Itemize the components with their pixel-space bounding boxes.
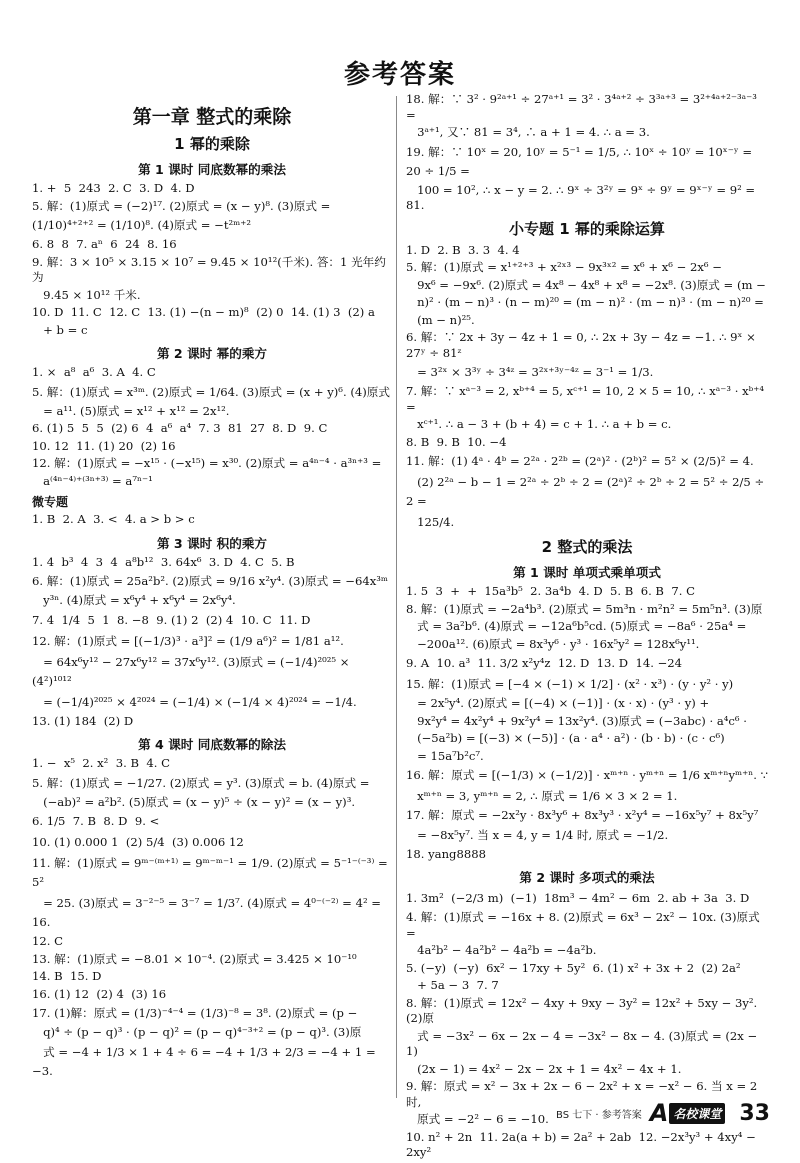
answer-line: 1. 4 b³ 4 3 4 a⁸b¹² 3. 64x⁶ 3. D 4. C 5. B: [32, 554, 295, 569]
answer-line: 8. 解：(1)原式 = 12x² − 4xy + 9xy − 3y² = 12x² + 5xy − 3y². (2)原: [406, 995, 761, 1025]
answer-line: = 64x⁶y¹² − 27x⁶y¹² = 37x⁶y¹². (3)原式 = (−1/4)²⁰²⁵ × (4²)¹⁰¹²: [32, 654, 354, 688]
lesson-heading: 第 1 课时 同底数幂的乘法: [138, 162, 286, 177]
answer-line: 1. D 2. B 3. 3 4. 4: [406, 242, 520, 257]
answer-line: 5. 解：(1)原式 = −1/27. (2)原式 = y³. (3)原式 = b. (4)原式 =: [32, 775, 370, 790]
answer-line: = 3²ˣ × 3³ʸ ÷ 3⁴ᶻ = 3²ˣ⁺³ʸ⁻⁴ᶻ = 3⁻¹ = 1/3.: [406, 365, 654, 379]
answer-line: 7. 解：∵ xᵃ⁻³ = 2, xᵇ⁺⁴ = 5, xᶜ⁺¹ = 10, 2 × 5 = 10, ∴ xᵃ⁻³ · xᵇ⁺⁴ =: [406, 384, 768, 414]
answer-line: 原式 = −2² − 6 = −10.: [406, 1112, 549, 1126]
answer-line: 18. yang8888: [406, 846, 486, 861]
answer-line: (2x − 1) = 4x² − 2x − 2x + 1 = 4x² − 4x + 1.: [406, 1061, 682, 1076]
answer-line: + 5a − 3 7. 7: [406, 978, 499, 992]
answer-line: 5. 解：(1)原式 = x¹⁺²⁺³ + x²ˣ³ − 9x³ˣ² = x⁶ + x⁶ − 2x⁶ −: [406, 260, 722, 274]
answer-line: (2) 2²ᵃ − b − 1 = 2²ᵃ ÷ 2ᵇ ÷ 2 = (2ᵃ)² ÷ 2ᵇ ÷ 2 = 5² ÷ 2/5 ÷ 2 =: [406, 475, 768, 508]
answer-line: 6. 解：(1)原式 = 25a²b². (2)原式 = 9/16 x²y⁴. (3)原式 = −64x³ᵐ: [32, 574, 389, 588]
answer-line: 10. D 11. C 12. C 13. (1) −(n − m)⁸ (2) 0 14. (1) 3 (2) a: [32, 305, 375, 319]
answer-line: = 15a⁷b²c⁷.: [406, 748, 484, 763]
lesson-heading: 第 3 课时 积的乘方: [156, 535, 268, 551]
answer-line: 10. n² + 2n 11. 2a(a + b) = 2a² + 2ab 12. −2x³y³ + 4xy⁴ − 2xy²: [406, 1129, 760, 1159]
answer-line: 1. + 5 243 2. C 3. D 4. D: [32, 181, 195, 195]
answer-line: 12. 解：(1)原式 = −x¹⁵ · (−x¹⁵) = x³⁰. (2)原式 = a⁴ⁿ⁻⁴ · a³ⁿ⁺³ =: [32, 456, 382, 470]
section-heading: 2 整式的乘法: [541, 538, 633, 556]
page-number: 33: [739, 1100, 770, 1126]
answer-line: 1. × a⁸ a⁶ 3. A 4. C: [32, 365, 156, 379]
answer-line: (−ab)² = a²b². (5)原式 = (x − y)⁵ ÷ (x − y)² = (x − y)³.: [32, 794, 356, 809]
answer-line: 8. 解：(1)原式 = −2a⁴b³. (2)原式 = 5m³n · m²n² = 5m⁵n³. (3)原: [406, 601, 763, 616]
answer-line: 1. 5 3 + + 15a³b⁵ 2. 3a⁴b 4. D 5. B 6. B 7. C: [406, 584, 695, 598]
left-column: [32, 92, 392, 1083]
answer-line: 式 = −3x² − 6x − 2x − 4 = −3x² − 8x − 4. (3)原式 = (2x − 1): [406, 1028, 761, 1058]
answer-line: 12. 解：(1)原式 = [(−1/3)³ · a³]² = (1/9 a⁶)² = 1/81 a¹².: [32, 633, 344, 648]
answer-line: 9.45 × 10¹² 千米.: [32, 287, 141, 302]
answer-line: 17. (1)解：原式 = (1/3)⁻⁴⁻⁴ = (1/3)⁻⁸ = 3⁸. (2)原式 = (p −: [32, 1006, 358, 1020]
answer-line: 5. 解：(1)原式 = x³ᵐ. (2)原式 = 1/64. (3)原式 = (x + y)⁶. (4)原式: [32, 384, 390, 399]
answer-line: = (−1/4)²⁰²⁵ × 4²⁰²⁴ = (−1/4) × (−1/4 × 4)²⁰²⁴ = −1/4.: [32, 694, 357, 709]
answer-line: 4a²b² − 4a²b² − 4a²b = −4a²b.: [406, 943, 597, 957]
logo-letter: A: [649, 1099, 669, 1127]
answer-line: −200a¹². (6)原式 = 8x³y⁶ · y³ · 16x⁵y² = 128x⁶y¹¹.: [406, 636, 700, 651]
answer-line: 11. 解：(1)原式 = 9ᵐ⁻⁽ᵐ⁺¹⁾ = 9ᵐ⁻ᵐ⁻¹ = 1/9. (2)原式 = 5⁻¹⁻⁽⁻³⁾ = 5²: [32, 856, 392, 889]
chapter-heading: 第一章 整式的乘除: [132, 106, 292, 128]
answer-line: 6. (1) 5 5 5 (2) 6 4 a⁶ a⁴ 7. 3 81 27 8. D 9. C: [32, 421, 328, 435]
answer-line: 5. 解：(1)原式 = (−2)¹⁷. (2)原式 = (x − y)⁸. (3)原式 =: [32, 198, 331, 213]
lesson-heading: 第 2 课时 多项式的乘法: [519, 870, 655, 885]
answer-line: 6. 8 8 7. aⁿ 6 24 8. 16: [32, 237, 177, 251]
footer-book-label: BS 七下 · 参考答案: [556, 1109, 642, 1121]
lesson-heading: 第 2 课时 幂的乘方: [156, 346, 268, 361]
answer-line: 6. 解：∵ 2x + 3y − 4z + 1 = 0, ∴ 2x + 3y − 4z = −1. ∴ 9ˣ × 27ʸ ÷ 81ᶻ: [406, 330, 760, 360]
mini-topic-heading: 微专题: [32, 495, 69, 509]
logo-text: 名校课堂: [669, 1103, 725, 1124]
answer-line: 1. 3m² (−2/3 m) (−1) 18m³ − 4m² − 6m 2. ab + 3a 3. D: [406, 891, 750, 905]
answer-line: 15. 解：(1)原式 = [−4 × (−1) × 1/2] · (x² · x³) · (y · y² · y): [406, 677, 734, 691]
section-heading: 小专题 1 幂的乘除运算: [509, 219, 665, 238]
answer-line: 3ᵃ⁺¹, 又∵ 81 = 3⁴, ∴ a + 1 = 4. ∴ a = 3.: [406, 125, 650, 139]
answer-line: 10. 12 11. (1) 20 (2) 16: [32, 438, 176, 453]
answer-line: + b = c: [32, 322, 88, 337]
answer-line: 1. B 2. A 3. < 4. a > b > c: [32, 512, 195, 526]
page-title: 参考答案: [343, 60, 456, 90]
answer-line: (−5a²b) = [(−3) × (−5)] · (a · a⁴ · a²) · (b · b) · (c · c⁶): [406, 731, 725, 745]
answer-line: xᵐ⁺ⁿ = 3, yᵐ⁺ⁿ = 2, ∴ 原式 = 1/6 × 3 × 2 = 1.: [406, 789, 678, 803]
answer-line: 16. (1) 12 (2) 4 (3) 16: [32, 986, 167, 1001]
answer-line: 4. 解：(1)原式 = −16x + 8. (2)原式 = 6x³ − 2x² − 10x. (3)原式 =: [406, 910, 764, 940]
answer-line: 9. 解：3 × 10⁵ × 3.15 × 10⁷ = 9.45 × 10¹²(千米). 答：1 光年约为: [32, 254, 386, 284]
answer-line: 9. A 10. a³ 11. 3/2 x²y⁴z 12. D 13. D 14. −24: [406, 656, 683, 670]
answer-line: 10. (1) 0.000 1 (2) 5/4 (3) 0.006 12: [32, 835, 244, 849]
answer-line: 8. B 9. B 10. −4: [406, 434, 507, 449]
answer-line: 13. 解：(1)原式 = −8.01 × 10⁻⁴. (2)原式 = 3.425 × 10⁻¹⁰: [32, 951, 357, 966]
answer-line: y³ⁿ. (4)原式 = x⁶y⁴ + x⁶y⁴ = 2x⁶y⁴.: [32, 593, 236, 607]
answer-line: = 2x⁵y⁴. (2)原式 = [(−4) × (−1)] · (x · x) · (y³ · y) +: [406, 696, 710, 710]
answer-line: q)⁴ ÷ (p − q)³ · (p − q)² = (p − q)⁴⁻³⁺² = (p − q)³. (3)原: [32, 1025, 362, 1039]
right-column: [406, 92, 768, 1163]
answer-line: 11. 解：(1) 4ᵃ · 4ᵇ = 2²ᵃ · 2²ᵇ = (2ᵃ)² · (2ᵇ)² = 5² × (2/5)² = 4.: [406, 454, 754, 468]
answer-line: n)² · (m − n)³ · (n − m)²⁰ = (m − n)² · (m − n)³ · (m − n)²⁰ =: [406, 295, 764, 309]
column-divider: [396, 96, 397, 1098]
lesson-heading: 第 1 课时 单项式乘单项式: [513, 565, 661, 580]
lesson-heading: 第 4 课时 同底数幂的除法: [138, 737, 286, 752]
answer-line: 9x⁶ = −9x⁶. (2)原式 = 4x⁸ − 4x⁸ + x⁸ = −2x⁸. (3)原式 = (m −: [406, 277, 766, 292]
answer-line: 式 = 3a²b⁶. (4)原式 = −12a⁶b⁵cd. (5)原式 = −8a⁶ · 25a⁴ =: [406, 619, 747, 633]
answer-line: 9. 解：原式 = x² − 3x + 2x − 6 − 2x² + x = −x² − 6. 当 x = 2 时,: [406, 1079, 761, 1109]
answer-line: 13. (1) 184 (2) D: [32, 713, 134, 728]
answer-line: = a¹¹. (5)原式 = x¹² + x¹² = 2x¹².: [32, 403, 230, 418]
answer-line: 18. 解：∵ 3² · 9²ᵃ⁺¹ ÷ 27ᵃ⁺¹ = 3² · 3⁴ᵃ⁺² ÷ 3³ᵃ⁺³ = 3²⁺⁴ᵃ⁺²⁻³ᵃ⁻³ =: [406, 92, 761, 122]
answer-line: 式 = −4 + 1/3 × 1 + 4 ÷ 6 = −4 + 1/3 + 2/3 = −4 + 1 = −3.: [32, 1044, 380, 1078]
answer-line: 100 = 10², ∴ x − y = 2. ∴ 9ˣ ÷ 3²ʸ = 9ˣ ÷ 9ʸ = 9ˣ⁻ʸ = 9² = 81.: [406, 182, 759, 212]
answer-line: 14. B 15. D: [32, 969, 102, 983]
publisher-logo: [650, 1099, 726, 1127]
answer-line: 5. (−y) (−y) 6x² − 17xy + 5y² 6. (1) x² + 3x + 2 (2) 2a²: [406, 960, 741, 975]
answer-line: 16. 解：原式 = [(−1/3) × (−1/2)] · xᵐ⁺ⁿ · yᵐ⁺ⁿ = 1/6 xᵐ⁺ⁿyᵐ⁺ⁿ. ∵: [406, 768, 768, 782]
answer-line: 125/4.: [406, 515, 455, 529]
answer-line: (m − n)²⁵.: [406, 312, 475, 327]
answer-line: 7. 4 1/4 5 1 8. −8 9. (1) 2 (2) 4 10. C 11. D: [32, 612, 311, 627]
answer-line: 19. 解：∵ 10ˣ = 20, 10ʸ = 5⁻¹ = 1/5, ∴ 10ˣ ÷ 10ʸ = 10ˣ⁻ʸ = 20 ÷ 1/5 =: [406, 144, 756, 178]
answer-line: = 25. (3)原式 = 3⁻²⁻⁵ = 3⁻⁷ = 1/3⁷. (4)原式 = 4⁰⁻⁽⁻²⁾ = 4² = 16.: [32, 896, 385, 929]
answer-line: (1/10)⁴⁺²⁺² = (1/10)⁸. (4)原式 = −t²ᵐ⁺²: [32, 218, 252, 232]
answer-line: 9x²y⁴ = 4x²y⁴ + 9x²y⁴ = 13x²y⁴. (3)原式 = (−3abc) · a⁴c⁶ ·: [406, 713, 747, 728]
answer-line: 1. − x⁵ 2. x² 3. B 4. C: [32, 756, 170, 770]
answer-line: 17. 解：原式 = −2x²y · 8x³y⁶ + 8x³y³ · x²y⁴ = −16x⁵y⁷ + 8x⁵y⁷: [406, 808, 759, 822]
answer-line: xᶜ⁺¹. ∴ a − 3 + (b + 4) = c + 1. ∴ a + b = c.: [406, 417, 672, 431]
answer-line: a⁽⁴ⁿ⁻⁴⁾⁺⁽³ⁿ⁺³⁾ = a⁷ⁿ⁻¹: [32, 473, 153, 488]
answer-line: = −8x⁵y⁷. 当 x = 4, y = 1/4 时, 原式 = −1/2.: [406, 827, 669, 842]
answer-line: 6. 1/5 7. B 8. D 9. <: [32, 814, 160, 828]
footer: [556, 1100, 770, 1126]
answer-line: 12. C: [32, 934, 63, 948]
section-heading: 1 幂的乘除: [174, 135, 250, 153]
